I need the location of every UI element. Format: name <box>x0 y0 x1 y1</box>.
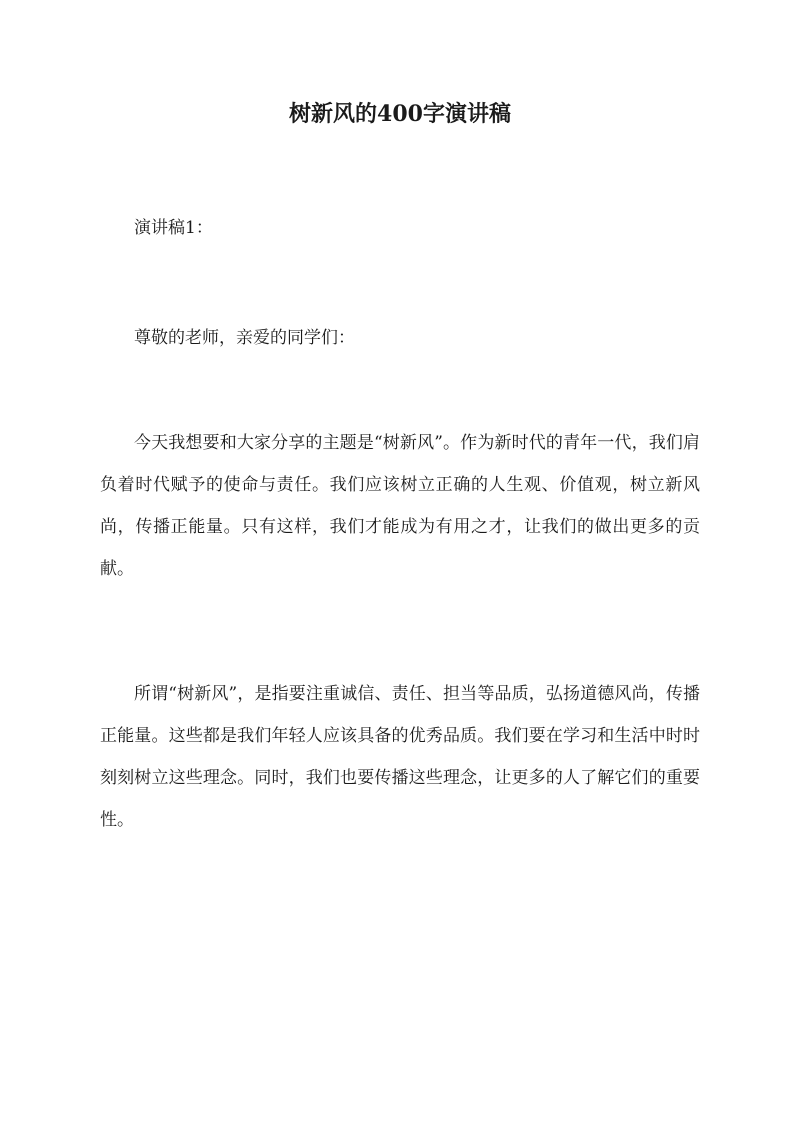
paragraph-2: 所谓“树新风”，是指要注重诚信、责任、担当等品质，弘扬道德风尚，传播正能量。这些都是我们年轻人应该具备的优秀品质。我们要在学习和生活中时时刻刻树立这些理念。同时，我们也要传播这些理念，让更多的人了解它们的重要性。 <box>100 684 700 830</box>
speech-heading: 演讲稿1： <box>134 218 213 238</box>
document-title: 树新风的400字演讲稿 <box>289 101 511 127</box>
salutation: 尊敬的老师，亲爱的同学们： <box>134 328 355 348</box>
paragraph-1: 今天我想要和大家分享的主题是“树新风”。作为新时代的青年一代，我们肩负着时代赋予的使命与责任。我们应该树立正确的人生观、价值观，树立新风尚，传播正能量。只有这样，我们才能成为有用之才，让我们的做出更多的贡献。 <box>100 433 700 579</box>
